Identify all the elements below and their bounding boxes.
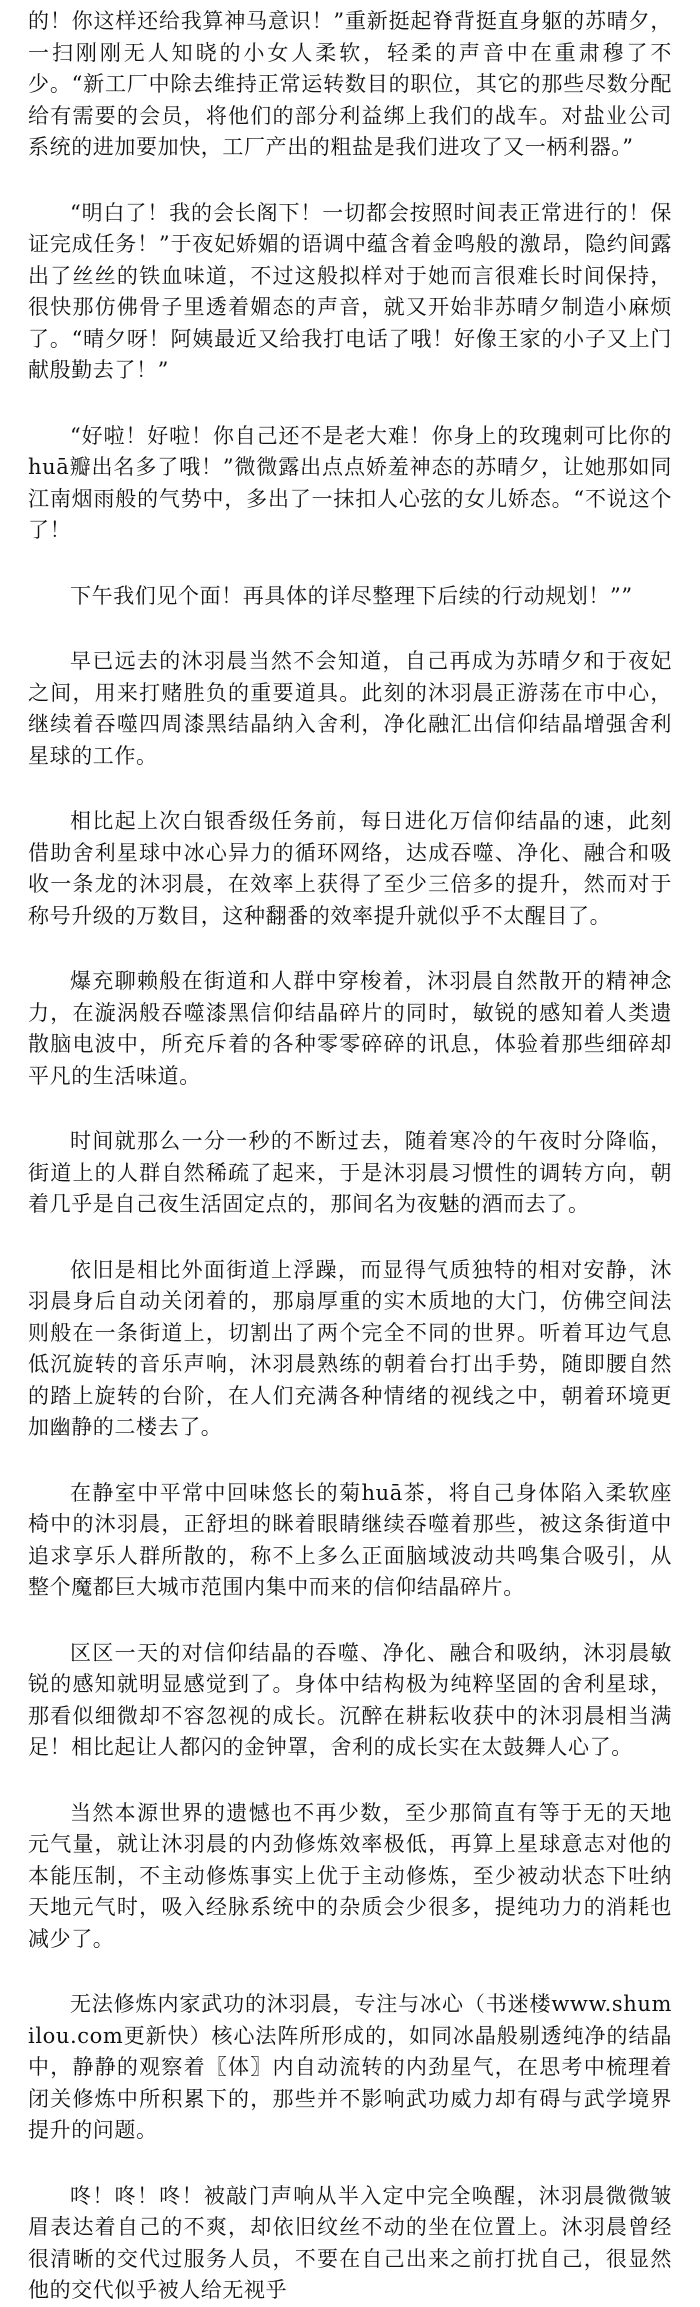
paragraph: 爆充聊赖般在街道和人群中穿梭着，沐羽晨自然散开的精神念力，在漩涡般吞噬漆黑信仰结晶碎片的同时，敏锐的感知着人类遗散脑电波中，所充斥着的各种零零碎碎的讯息，体验着那些细碎却平凡的生活味道。	[28, 969, 672, 1088]
paragraph: 在静室中平常中回味悠长的菊huā茶，将自己身体陷入柔软座椅中的沐羽晨，正舒坦的眯着眼睛继续吞噬着那些，被这条街道中追求享乐人群所散的，称不上多么正面脑域波动共鸣集合吸引，从整个魔都巨大城市范围内集中而来的信仰结晶碎片。	[28, 1480, 672, 1599]
paragraph: 的！你这样还给我算神马意识！”重新挺起脊背挺直身躯的苏晴夕，一扫刚刚无人知晓的小女人柔软，轻柔的声音中在重肃穆了不少。“新工厂中除去维持正常运转数目的职位，其它的那些尽数分配给有需要的会员，将他们的部分利益绑上我们的战车。对盐业公司系统的进加要加快，工厂产出的粗盐是我们进攻了又一柄利器。”	[28, 9, 672, 159]
paragraph: “明白了！我的会长阁下！一切都会按照时间表正常进行的！保证完成任务！”于夜妃娇媚的语调中蕴含着金鸣般的激昂，隐约间露出了丝丝的铁血味道，不过这般拟样对于她而言很难长时间保持，很快那仿佛骨子里透着媚态的声音，就又开始非苏晴夕制造小麻烦了。“晴夕呀！阿姨最近又给我打电话了哦！好像王家的小子又上门献殷勤去了！”	[28, 200, 672, 382]
paragraph: 时间就那么一分一秒的不断过去，随着寒冷的午夜时分降临，街道上的人群自然稀疏了起来，于是沐羽晨习惯性的调转方向，朝着几乎是自己夜生活固定点的，那间名为夜魅的酒而去了。	[28, 1129, 672, 1216]
paragraph: 当然本源世界的遗憾也不再少数，至少那简直有等于无的天地元气量，就让沐羽晨的内劲修炼效率极低，再算上星球意志对他的本能压制，不主动修炼事实上优于主动修炼，至少被动状态下吐纳天地元气时，吸入经脉系统中的杂质会少很多，提纯功力的消耗也减少了。	[28, 1800, 672, 1951]
paragraph: “好啦！好啦！你自己还不是老大难！你身上的玫瑰刺可比你的huā瓣出名多了哦！”微微露出点点娇羞神态的苏晴夕，让她那如同江南烟雨般的气势中，多出了一抹扣人心弦的女儿娇态。“不说这个了！	[28, 423, 672, 542]
paragraph: 早已远去的沐羽晨当然不会知道，自己再成为苏晴夕和于夜妃之间，用来打赌胜负的重要道具。此刻的沐羽晨正游荡在市中心，继续着吞噬四周漆黑结晶纳入舍利，净化融汇出信仰结晶增强舍利星球的工作。	[28, 649, 672, 768]
paragraph: 咚！咚！咚！被敲门声响从半入定中完全唤醒，沐羽晨微微皱眉表达着自己的不爽，却依旧纹丝不动的坐在位置上。沐羽晨曾经很清晰的交代过服务人员，不要在自己出来之前打扰自己，很显然他的交代似乎被人给无视乎	[28, 2183, 672, 2302]
paragraph: 相比起上次白银香级任务前，每日进化万信仰结晶的速，此刻借助舍利星球中冰心异力的循环网络，达成吞噬、净化、融合和吸收一条龙的沐羽晨，在效率上获得了至少三倍多的提升，然而对于称号升级的万数目，这种翻番的效率提升就似乎不太醒目了。	[28, 809, 672, 928]
paragraph: 区区一天的对信仰结晶的吞噬、净化、融合和吸纳，沐羽晨敏锐的感知就明显感觉到了。身体中结构极为纯粹坚固的舍利星球，那看似细微却不容忽视的成长。沉醉在耕耘收获中的沐羽晨相当满足！相比起让人都闪的金钟罩，舍利的成长实在太鼓舞人心了。	[28, 1640, 672, 1759]
paragraph: 下午我们见个面！再具体的详尽整理下后续的行动规划！””	[70, 583, 633, 608]
paragraph: 无法修炼内家武功的沐羽晨，专注与冰心（书迷楼www.shumilou.com更新快）核心法阵所形成的，如同冰晶般剔透纯净的结晶中，静静的观察着〖体〗内自动流转的内劲星气，在思考中梳理着闭关修炼中所积累下的，那些并不影响武功威力却有碍与武学境界提升的问题。	[28, 1992, 672, 2142]
paragraph: 依旧是相比外面街道上浮躁，而显得气质独特的相对安静，沐羽晨身后自动关闭着的，那扇厚重的实木质地的大门，仿佛空间法则般在一条街道上，切割出了两个完全不同的世界。听着耳边气息低沉旋转的音乐声响，沐羽晨熟练的朝着台打出手势，随即腰自然的踏上旋转的台阶，在人们充满各种情绪的视线之中，朝着环境更加幽静的二楼去了。	[28, 1257, 672, 1439]
